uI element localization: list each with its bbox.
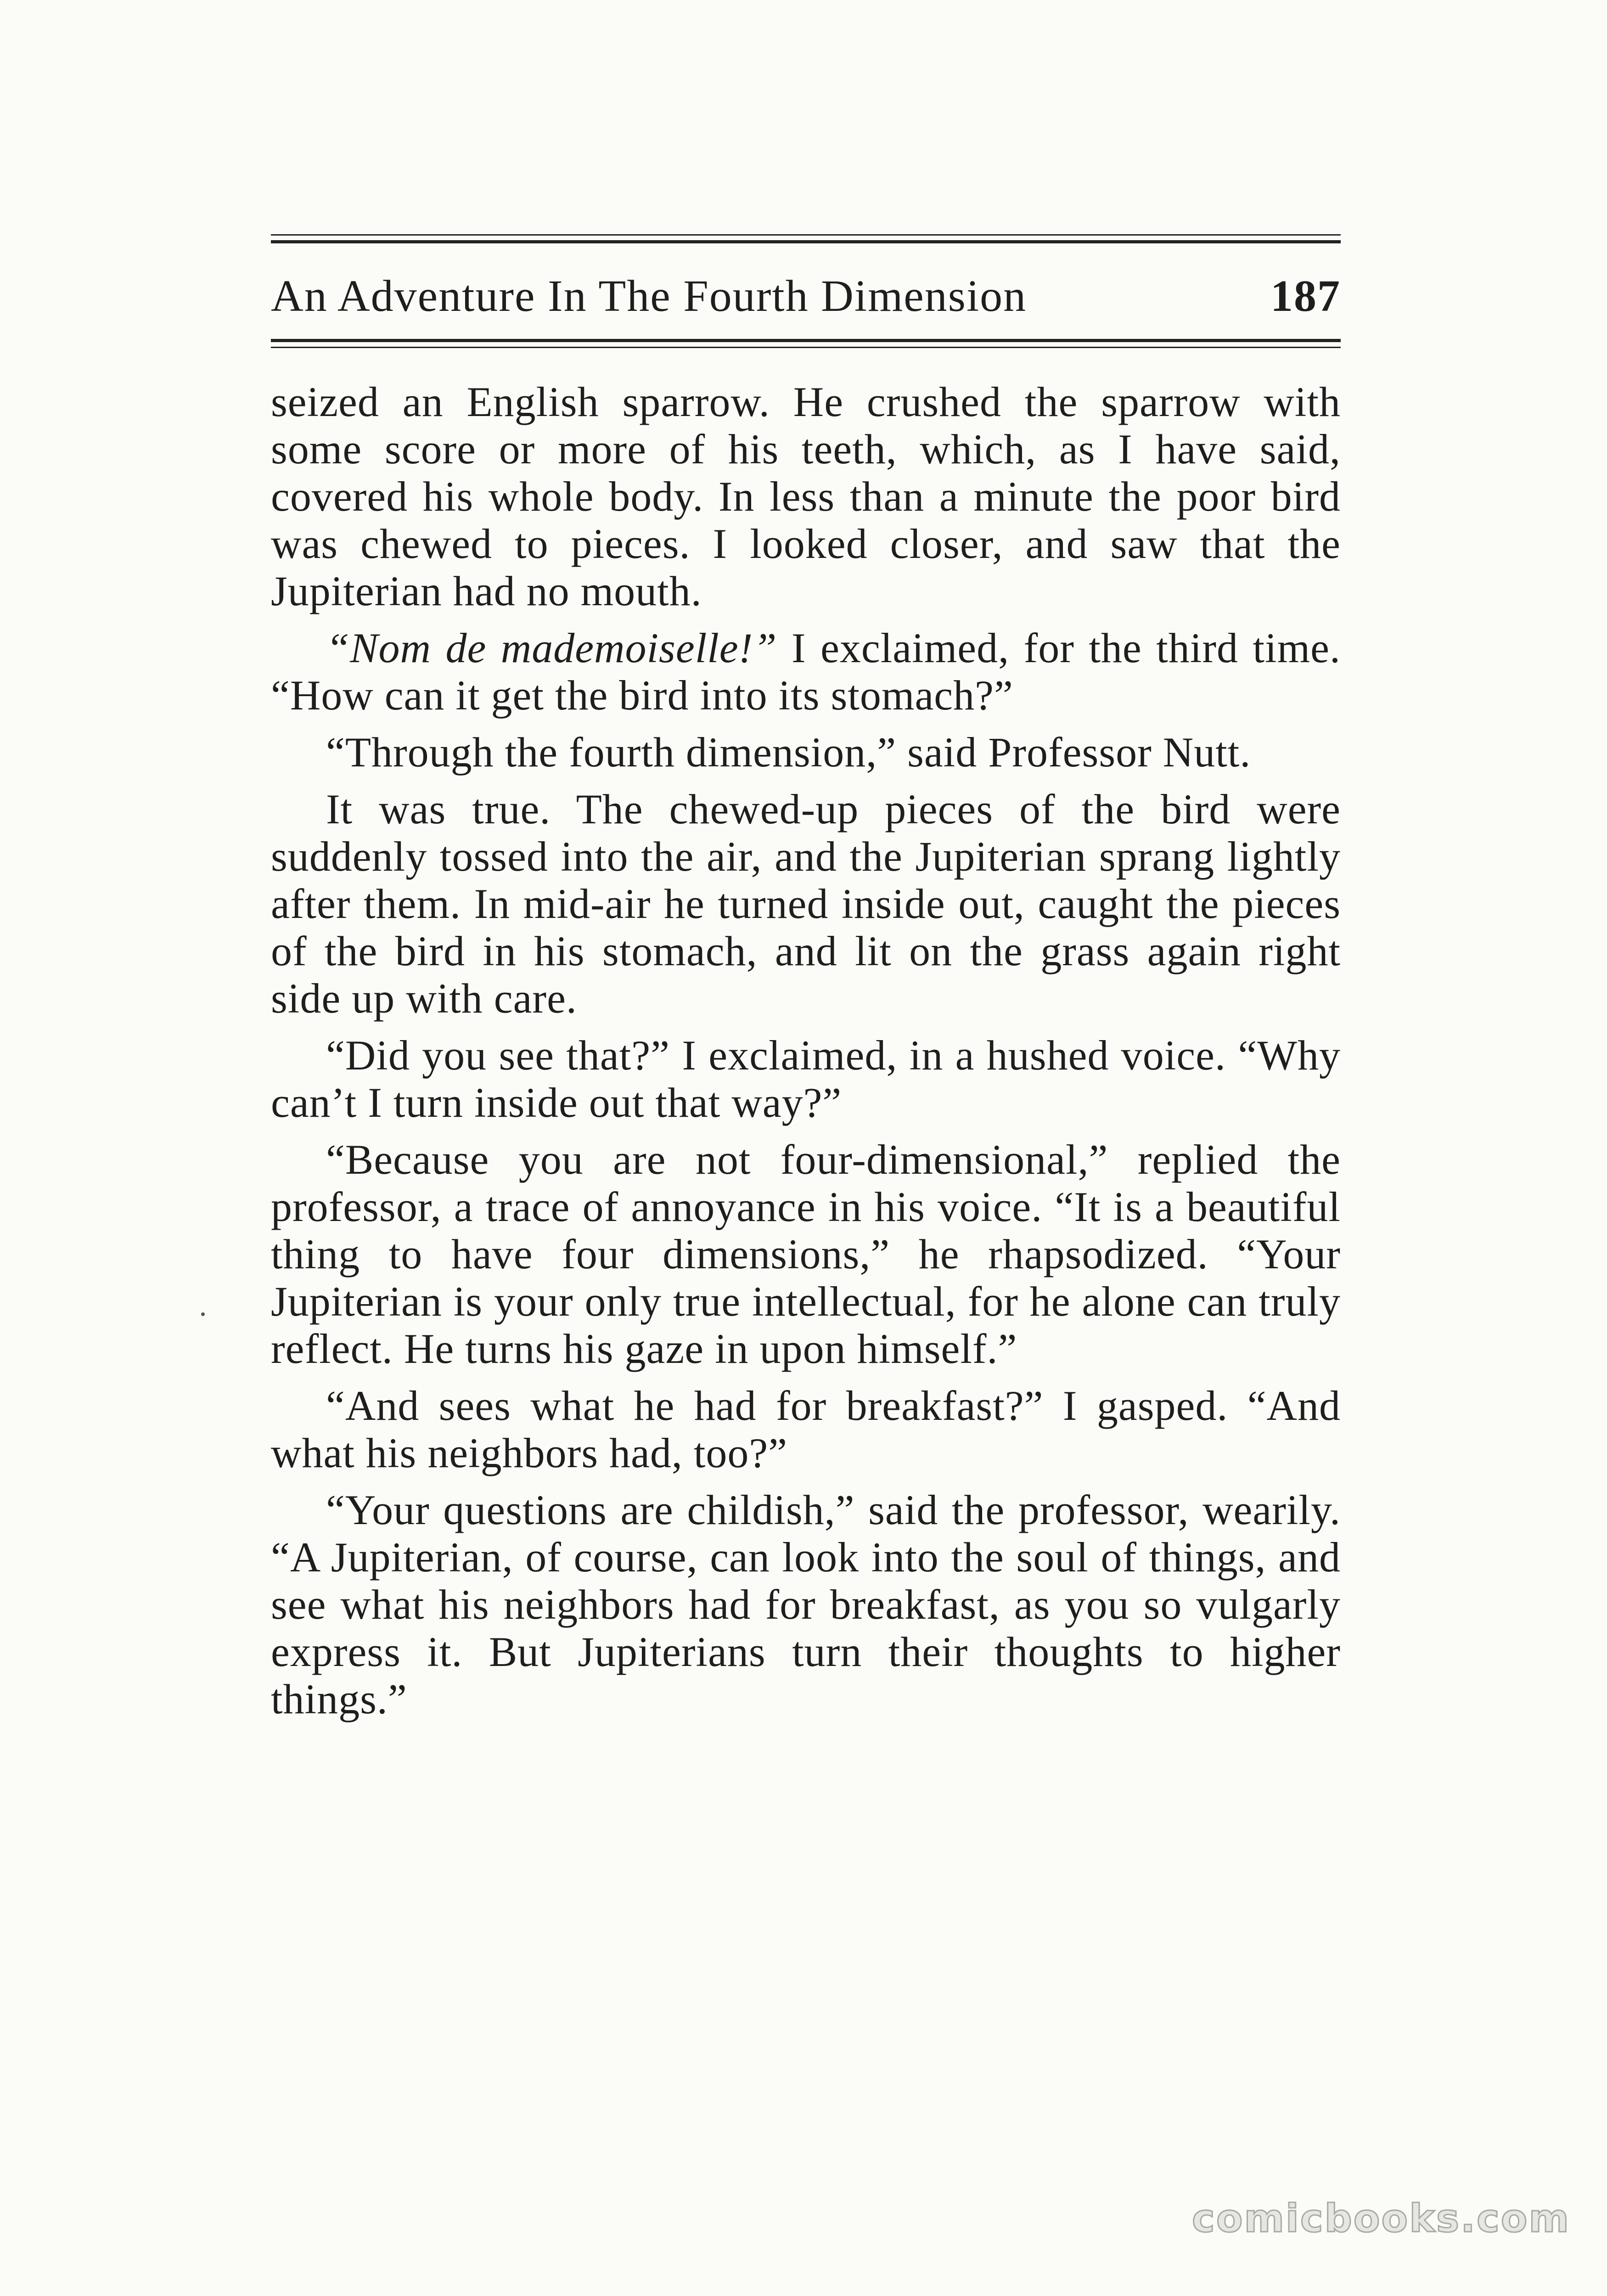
paragraph: “Through the fourth dimension,” said Professor Nutt.: [326, 729, 1251, 776]
paragraph: It was true. The chewed-up pieces of the bird were suddenly tossed into the air, and the Jupiterian sprang lightly after them. In mid-air he turned inside out, caught the pieces of the bird in his stomach, and lit on the grass again right side up with care.: [271, 786, 1341, 1022]
paragraph: “Because you are not four-dimensional,” replied the professor, a trace of annoyance in his voice. “It is a beautiful thing to have four dimensions,” he rhapsodized. “Your Jupiterian is your only true intellectual, for he alone can truly reflect. He turns his gaze in upon himself.”: [271, 1136, 1341, 1372]
header-rule-bottom-thin: [271, 347, 1341, 348]
running-title: An Adventure In The Fourth Dimension: [271, 271, 1027, 321]
italic-exclamation: “Nom de mademoiselle!”: [326, 625, 777, 671]
paragraph: “Did you see that?” I exclaimed, in a hushed voice. “Why can’t I turn inside out that way?”: [271, 1032, 1341, 1126]
paragraph: “And sees what he had for breakfast?” I gasped. “And what his neighbors had, too?”: [271, 1382, 1341, 1476]
watermark: comicbooks.com: [1192, 2196, 1570, 2241]
paragraph: “Your questions are childish,” said the professor, wearily. “A Jupiterian, of course, can look into the soul of things, and see what his neighbors had for breakfast, as you so vulgarly express it. But Jupiterians turn their thoughts to higher things.”: [271, 1486, 1341, 1722]
paragraph: “Nom de mademoiselle!” I exclaimed, for the third time. “How can it get the bird into its stomach?”: [271, 625, 1341, 719]
ink-speck: [201, 1312, 205, 1316]
paragraph: seized an English sparrow. He crushed the sparrow with some score or more of his teeth, which, as I have said, covered his whole body. In less than a minute the poor bird was chewed to pieces. I looked closer, and saw that the Jupiterian had no mouth.: [271, 378, 1341, 614]
page-number: 187: [1270, 271, 1341, 321]
header-rule-bottom-thick: [271, 339, 1341, 342]
book-page: [271, 234, 1341, 1733]
header-rule-top-thick: [271, 240, 1341, 243]
body-text: [271, 378, 1341, 1723]
running-header: [271, 243, 1341, 339]
